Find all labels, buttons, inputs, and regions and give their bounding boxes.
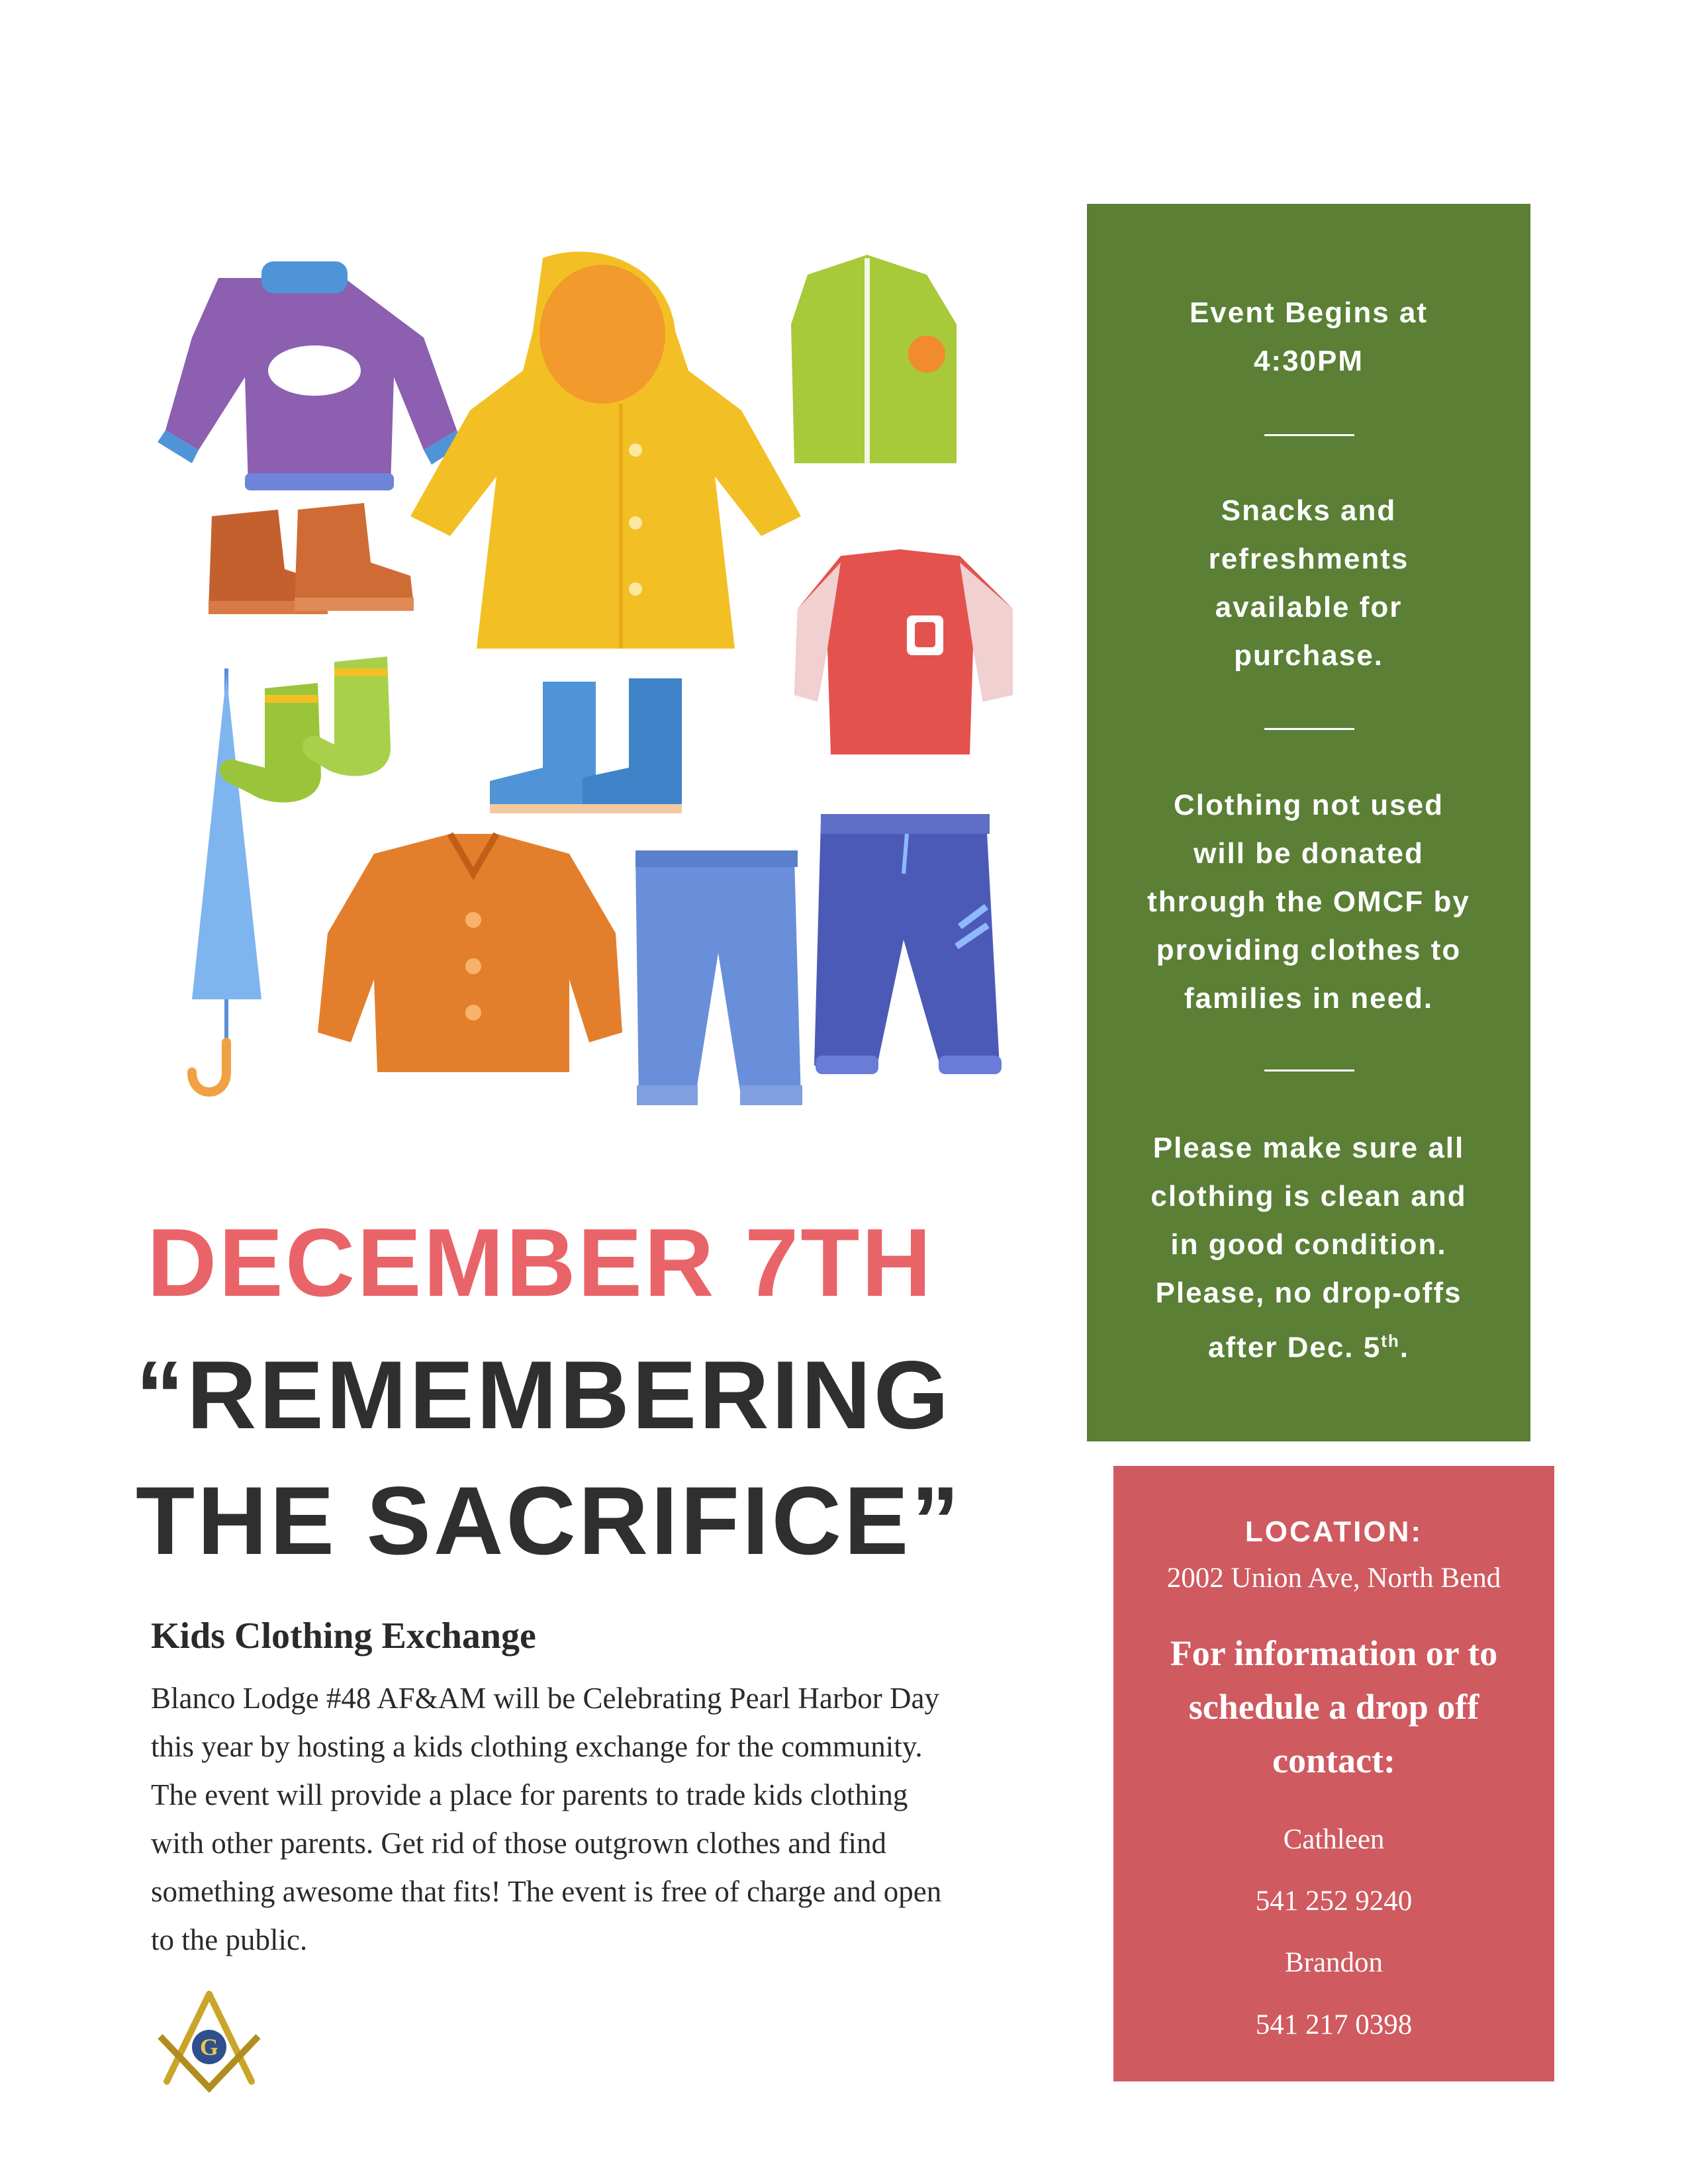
event-date-heading: DECEMBER 7TH — [147, 1208, 933, 1316]
event-title-line-1: “REMEMBERING — [136, 1341, 952, 1449]
description-line: this year by hosting a kids clothing exchange for the community. — [151, 1730, 923, 1763]
svg-text:G: G — [199, 2034, 219, 2060]
orange-jacket-icon — [318, 834, 622, 1072]
navy-sweatpants-icon — [814, 814, 1002, 1074]
blue-rain-boots-icon — [490, 678, 682, 813]
red-shirt-icon — [794, 549, 1013, 754]
contact-phone: 541 252 9240 — [1255, 1886, 1413, 1917]
contact-phone: 541 217 0398 — [1255, 2009, 1413, 2040]
description-line: Blanco Lodge #48 AF&AM will be Celebrating Pearl Harbor Day — [151, 1682, 940, 1715]
event-details-panel — [1087, 204, 1530, 1441]
kids-clothing-illustration — [146, 238, 1059, 1125]
divider — [1264, 434, 1354, 436]
condition-text: Please make sure all clothing is clean and in good condition. Please, no drop-offs after Dec. 5th. — [1150, 1132, 1467, 1364]
event-subheading: Kids Clothing Exchange — [151, 1615, 536, 1657]
event-description — [151, 1674, 1078, 1964]
description-line: with other parents. Get rid of those outgrown clothes and find — [151, 1827, 887, 1860]
description-line: The event will provide a place for parents to trade kids clothing — [151, 1778, 908, 1811]
contact-instructions: For information or to schedule a drop off contact: — [1170, 1633, 1498, 1780]
divider — [1264, 1069, 1354, 1071]
masonic-square-compass-icon — [154, 1989, 265, 2095]
purple-sweater-icon — [158, 261, 465, 490]
description-line: something awesome that fits! The event is free of charge and open — [151, 1875, 942, 1908]
blue-jeans-icon — [635, 850, 802, 1105]
location-label: LOCATION: — [1244, 1516, 1423, 1548]
divider — [1264, 728, 1354, 730]
blue-umbrella-icon — [192, 668, 261, 1092]
contact-panel — [1113, 1466, 1554, 2081]
location-address: 2002 Union Ave, North Bend — [1166, 1563, 1501, 1594]
event-start-text: Event Begins at 4:30PM — [1189, 296, 1429, 377]
green-socks-icon — [220, 657, 391, 802]
yellow-raincoat-icon — [410, 251, 801, 649]
contact-name: Brandon — [1284, 1947, 1383, 1978]
description-line: to the public. — [151, 1923, 308, 1956]
green-vest-icon — [791, 255, 957, 463]
event-title-line-2: THE SACRIFICE” — [136, 1467, 962, 1574]
brown-boots-icon — [209, 503, 414, 614]
snacks-text: Snacks and refreshments available for purchase. — [1208, 494, 1409, 672]
donation-text: Clothing not used will be donated through the OMCF by providing clothes to families in need. — [1147, 789, 1470, 1015]
contact-name: Cathleen — [1283, 1824, 1385, 1855]
